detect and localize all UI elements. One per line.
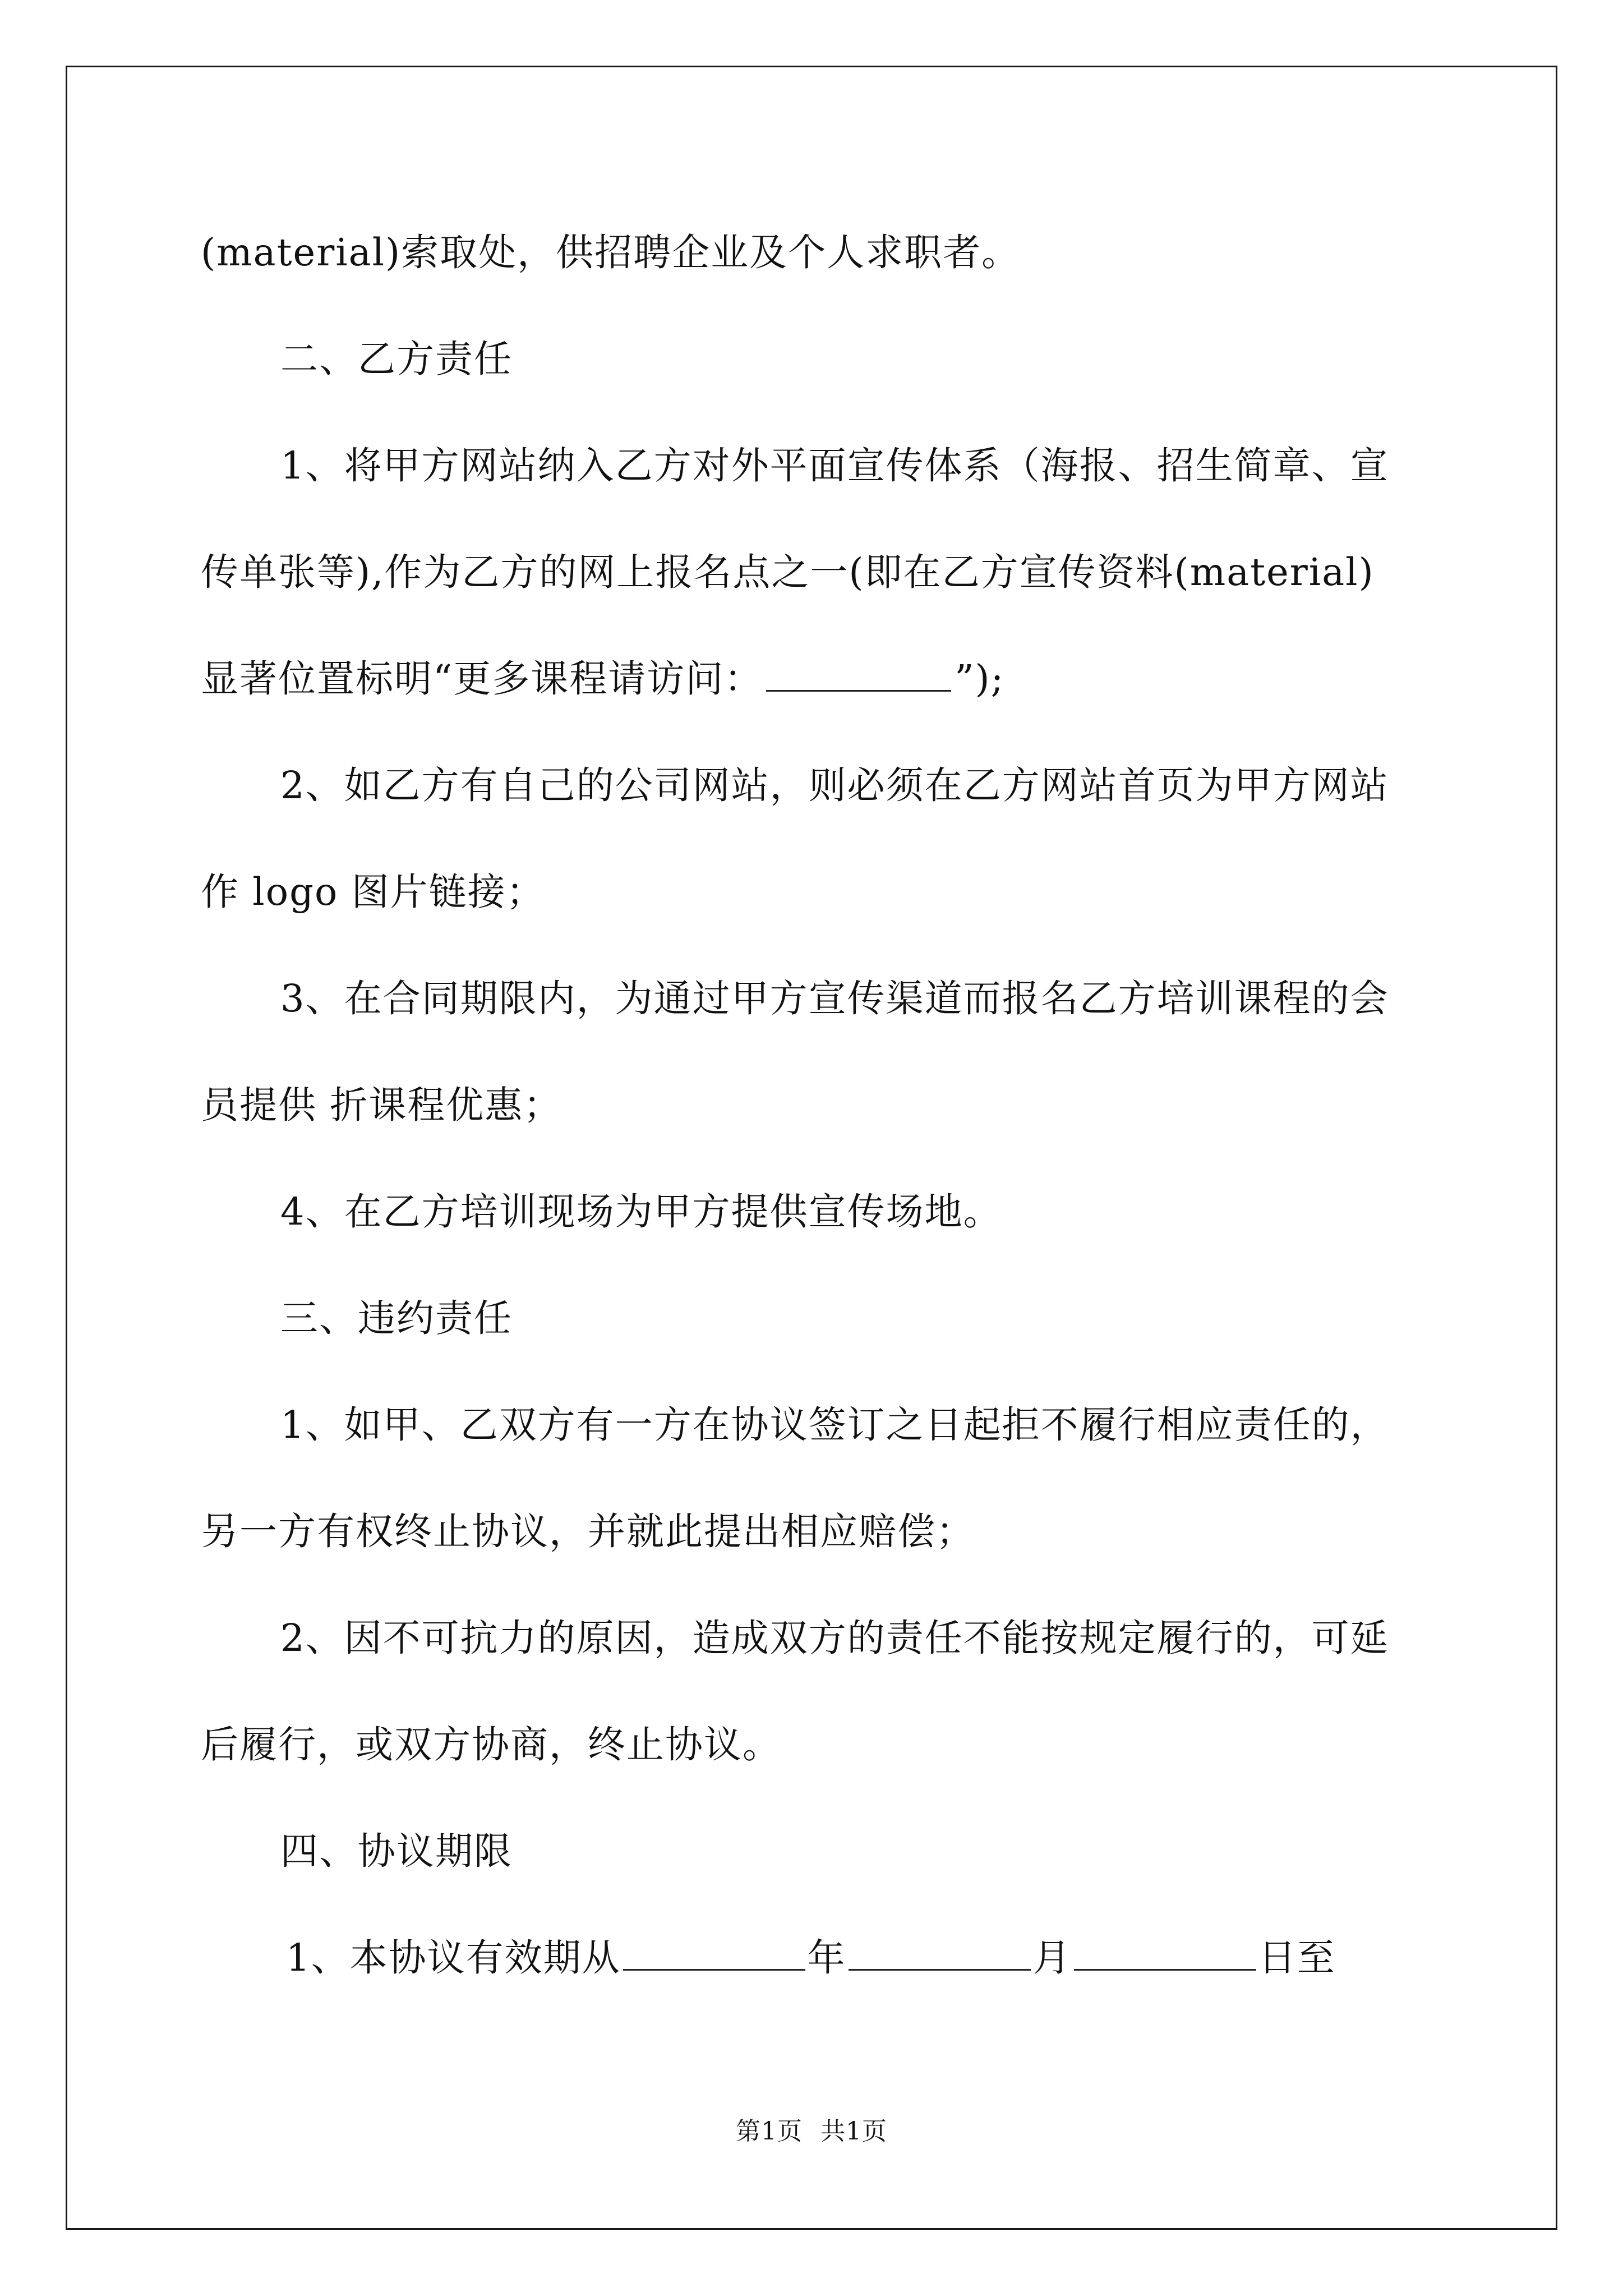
paragraph-line: 2、如乙方有自己的公司网站，则必须在乙方网站首页为甲方网站	[280, 763, 1389, 807]
paragraph-line: (material)索取处，供招聘企业及个人求职者。	[201, 231, 1021, 274]
line-text: 月	[1032, 1936, 1072, 1980]
section-heading: 三、违约责任	[280, 1296, 513, 1340]
paragraph-line: 后履行，或双方协商，终止协议。	[201, 1723, 781, 1766]
line-text: 日至	[1258, 1936, 1336, 1980]
day-blank-field	[1074, 1936, 1256, 1971]
url-blank-field	[766, 657, 951, 692]
page-number-total: 共1页	[820, 2117, 887, 2146]
paragraph-line: 传单张等),作为乙方的网上报名点之一(即在乙方宣传资料(material)	[201, 550, 1375, 594]
paragraph-line: 作 logo 图片链接；	[201, 870, 545, 914]
line-text: ”);	[955, 657, 1005, 701]
line-text: 1、本协议有效期从	[286, 1936, 621, 1980]
paragraph-line: 另一方有权终止协议，并就此提出相应赔偿；	[201, 1510, 975, 1553]
paragraph-line: 1、如甲、乙双方有一方在协议签订之日起拒不履行相应责任的，	[280, 1403, 1389, 1447]
paragraph-line: 1、将甲方网站纳入乙方对外平面宣传体系（海报、招生简章、宣	[280, 444, 1389, 487]
year-blank-field	[623, 1936, 805, 1971]
paragraph-line: 员提供 折课程优惠；	[201, 1083, 562, 1127]
line-text: 显著位置标明“更多课程请访问：	[201, 657, 763, 701]
page-number-current: 第1页	[736, 2117, 803, 2146]
paragraph-line: 3、在合同期限内，为通过甲方宣传渠道而报名乙方培训课程的会	[280, 977, 1389, 1020]
page-footer	[0, 2115, 1623, 2148]
month-blank-field	[849, 1936, 1031, 1971]
section-heading: 二、乙方责任	[280, 337, 513, 381]
line-text: 年	[807, 1936, 846, 1980]
paragraph-line: 2、因不可抗力的原因，造成双方的责任不能按规定履行的，可延	[280, 1616, 1389, 1660]
section-heading: 四、协议期限	[280, 1829, 513, 1873]
paragraph-line: 4、在乙方培训现场为甲方提供宣传场地。	[280, 1190, 1002, 1234]
paragraph-line	[286, 1935, 1336, 1980]
paragraph-line	[201, 656, 1004, 701]
page-border	[66, 66, 1557, 2230]
